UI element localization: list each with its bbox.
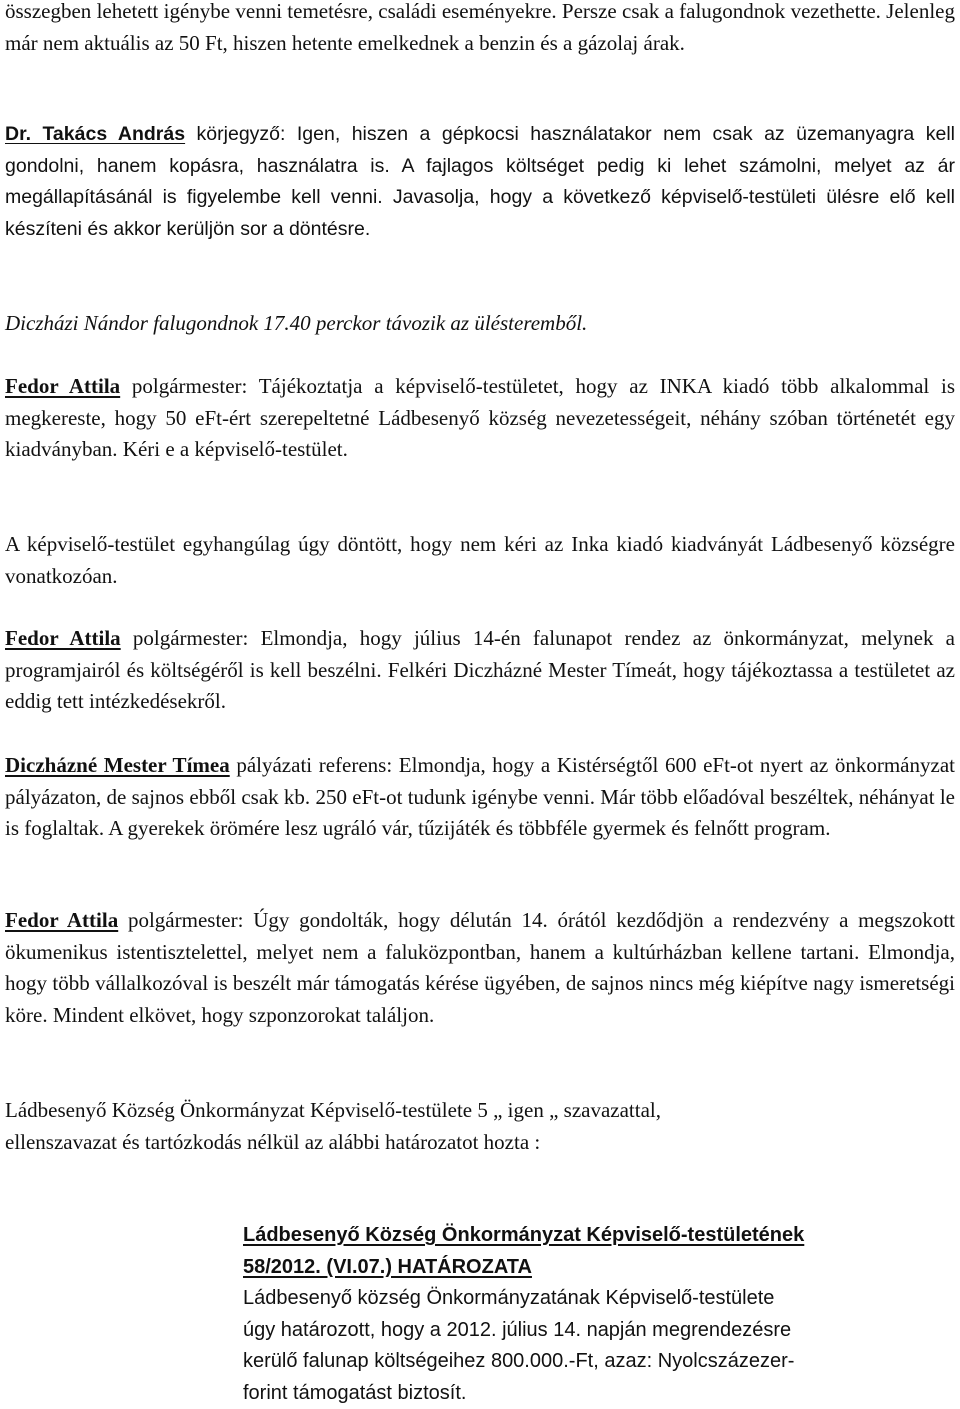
resolution-text-line-2: úgy határozott, hogy a 2012. július 14. napján megrendezésre bbox=[243, 1315, 943, 1347]
resolution-block bbox=[243, 1220, 943, 1409]
paragraph-1 bbox=[5, 0, 955, 59]
resolution-title-line-2: 58/2012. (VI.07.) HATÁROZATA bbox=[243, 1252, 943, 1284]
speaker-name: Diczházné Mester Tímea bbox=[5, 753, 230, 777]
paragraph-8 bbox=[5, 905, 955, 1031]
resolution-title-line-1: Ládbesenyő Község Önkormányzat Képviselő-testületének bbox=[243, 1220, 943, 1252]
resolution-text-line-3: kerülő falunap költségeihez 800.000.-Ft, azaz: Nyolcszázezer- bbox=[243, 1346, 943, 1378]
paragraph-5 bbox=[5, 529, 955, 592]
vote-line-1: Ládbesenyő Község Önkormányzat Képviselő-testülete 5 „ igen „ szavazattal, bbox=[5, 1095, 955, 1127]
resolution-text-line-4: forint támogatást biztosít. bbox=[243, 1378, 943, 1409]
paragraph-3-text: Diczházi Nándor falugondnok 17.40 perckor távozik az ülésteremből. bbox=[5, 311, 587, 335]
paragraph-4-text: polgármester: Tájékoztatja a képviselő-testületet, hogy az INKA kiadó több alkalommal is megkereste, hogy 50 eFt-ért szerepeltetné Ládbesenyő község nevezetességeit, néhány szóban történetét egy kiadványban. Kéri e a képviselő-testület. bbox=[5, 374, 955, 461]
speaker-name: Fedor Attila bbox=[5, 374, 120, 398]
paragraph-3-note bbox=[5, 308, 955, 340]
paragraph-5-text: A képviselő-testület egyhangúlag úgy döntött, hogy nem kéri az Inka kiadó kiadványát Ládbesenyő községre vonatkozóan. bbox=[5, 532, 955, 588]
paragraph-6-text: polgármester: Elmondja, hogy július 14-én falunapot rendez az önkormányzat, melynek a programjairól és költségéről is kell beszélni. Felkéri Diczházné Mester Tímeát, hogy tájékoztassa a testületet az eddig tett intézkedésekről. bbox=[5, 626, 955, 713]
paragraph-7-text: pályázati referens: Elmondja, hogy a Kistérségtől 600 eFt-ot nyert az önkormányzat pályázaton, de sajnos ebből csak kb. 250 eFt-ot tudunk igénybe venni. Már több előadóval beszéltek, néhányat le is foglaltak. A gyerekek örömére lesz ugráló vár, tűzijáték és többféle gyermek és felnőtt program. bbox=[5, 753, 955, 840]
resolution-text-line-1: Ládbesenyő község Önkormányzatának Képviselő-testülete bbox=[243, 1283, 943, 1315]
paragraph-4 bbox=[5, 371, 955, 466]
vote-line-2: ellenszavazat és tartózkodás nélkül az alábbi határozatot hozta : bbox=[5, 1127, 955, 1159]
paragraph-9-vote bbox=[5, 1095, 955, 1158]
paragraph-1-text: összegben lehetett igénybe venni temetésre, családi eseményekre. Persze csak a falugondnok vezethette. Jelenleg már nem aktuális az 50 Ft, hiszen hetente emelkednek a benzin és a gázolaj árak. bbox=[5, 0, 955, 55]
paragraph-2 bbox=[5, 119, 955, 245]
paragraph-7 bbox=[5, 750, 955, 845]
paragraph-6 bbox=[5, 623, 955, 718]
paragraph-2-text: körjegyző: Igen, hiszen a gépkocsi használatakor nem csak az üzemanyagra kell gondolni, hanem kopásra, használatra is. A fajlagos költséget pedig ki lehet számolni, melyet az ár megállapításánál is figyelembe kell venni. Javasolja, hogy a következő képviselő-testületi ülésre elő kell készíteni és akkor kerüljön sor a döntésre. bbox=[5, 123, 955, 240]
speaker-name: Fedor Attila bbox=[5, 626, 121, 650]
speaker-name: Dr. Takács András bbox=[5, 123, 185, 145]
paragraph-8-text: polgármester: Úgy gondolták, hogy délután 14. órától kezdődjön a rendezvény a megszokott ökumenikus istentisztelettel, melyet nem a faluközpontban, hanem a kultúrházban kellene tartani. Elmondja, hogy több vállalkozóval is beszélt már támogatás kérése ügyében, de sajnos nincs még kiépítve nagy ismeretségi köre. Mindent elkövet, hogy szponzorokat találjon. bbox=[5, 908, 955, 1027]
speaker-name: Fedor Attila bbox=[5, 908, 118, 932]
